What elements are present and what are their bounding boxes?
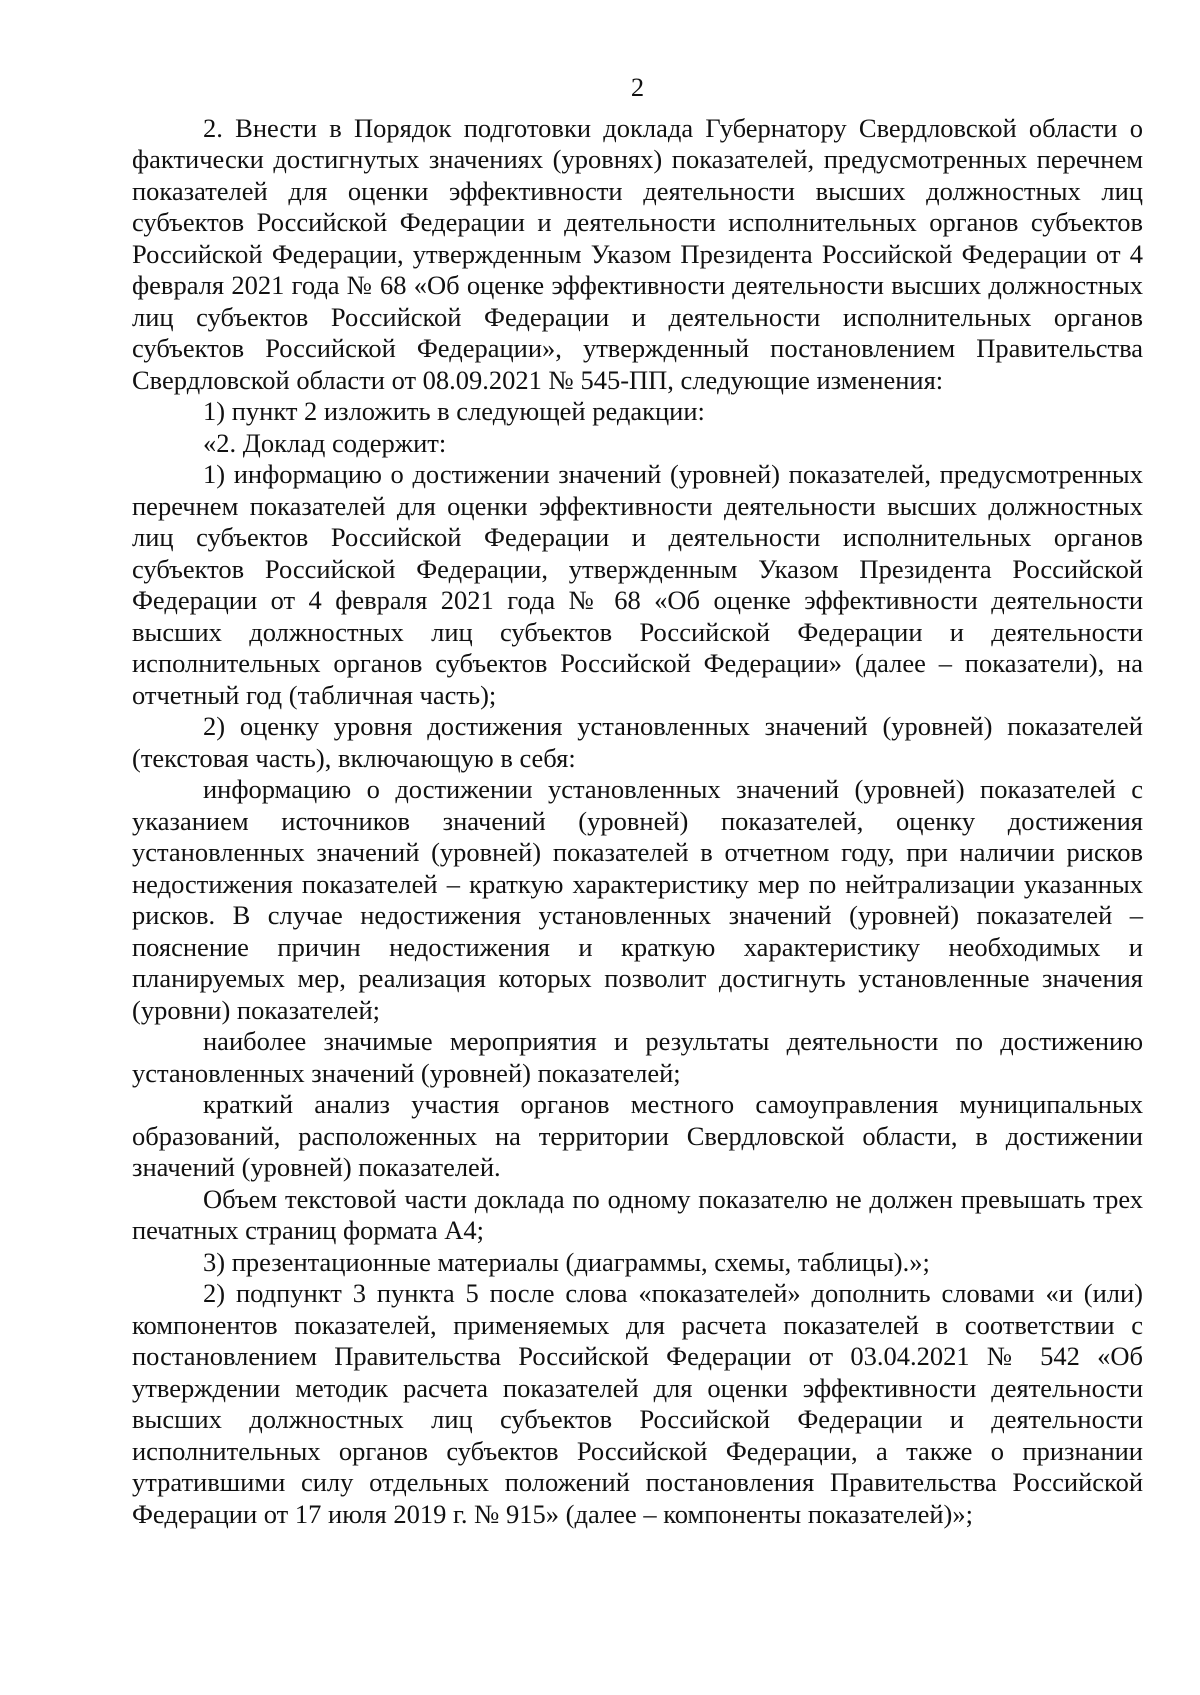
paragraph-amendment-intro: 2. Внести в Порядок подготовки доклада Губернатору Свердловской области о фактически достигнутых значениях (уровнях) показателей, предусмотренных перечнем показателей для оценки эффективности деятельности высших должностных лиц субъектов Российской Федерации и деятельности исполнительных органов субъектов Российской Федерации, утвержденным Указом Президента Российской Федерации от 4 февраля 2021 года № 68 «Об оценке эффективности деятельности высших должностных лиц субъектов Российской Федерации и деятельности исполнительных органов субъектов Российской Федерации», утвержденный постановлением Правительства Свердловской области от 08.09.2021 № 545-ПП, следующие изменения: — [132, 112, 1143, 395]
paragraph-contents-item-2: 2) оценку уровня достижения установленных значений (уровней) показателей (текстовая часть), включающую в себя: — [132, 711, 1143, 773]
paragraph-contents-item-1: 1) информацию о достижении значений (уровней) показателей, предусмотренных перечнем показателей для оценки эффективности деятельности высших должностных лиц субъектов Российской Федерации и деятельности исполнительных органов субъектов Российской Федерации, утвержденным Указом Президента Российской Федерации от 4 февраля 2021 года № 68 «Об оценке эффективности деятельности высших должностных лиц субъектов Российской Федерации и деятельности исполнительных органов субъектов Российской Федерации» (далее – показатели), на отчетный год (табличная часть); — [132, 459, 1143, 710]
paragraph-contents-item-3: 3) презентационные материалы (диаграммы, схемы, таблицы).»; — [203, 1246, 930, 1277]
paragraph-item-1: 1) пункт 2 изложить в следующей редакции: — [203, 396, 705, 426]
document-page — [132, 72, 1143, 1530]
paragraph-achievement-info: информацию о достижении установленных значений (уровней) показателей с указанием источников значений (уровней) показателей, оценку достижения установленных значений (уровней) показателей в отчетном году, при наличии рисков недостижения показателей – краткую характеристику мер по нейтрализации указанных рисков. В случае недостижения установленных значений (уровней) показателей – пояснение причин недостижения и краткую характеристику необходимых и планируемых мер, реализация которых позволит достигнуть установленные значения (уровни) показателей; — [132, 774, 1143, 1025]
paragraph-text-volume: Объем текстовой части доклада по одному показателю не должен превышать трех печатных страниц формата А4; — [132, 1183, 1143, 1245]
paragraph-report-contents: «2. Доклад содержит: — [203, 427, 447, 458]
paragraph-item-2: 2) подпункт 3 пункта 5 после слова «показателей» дополнить словами «и (или) компонентов показателей, применяемых для расчета показателей в соответствии с постановлением Правительства Российской Федерации от 03.04.2021 № 542 «Об утверждении методик расчета показателей для оценки эффективности деятельности высших должностных лиц субъектов Российской Федерации и деятельности исполнительных органов субъектов Российской Федерации, а также о признании утратившими силу отдельных положений постановления Правительства Российской Федерации от 17 июля 2019 г. № 915» (далее – компоненты показателей)»; — [132, 1278, 1143, 1529]
paragraph-significant-measures: наиболее значимые мероприятия и результаты деятельности по достижению установленных значений (уровней) показателей; — [132, 1026, 1143, 1088]
page-number: 2 — [630, 72, 645, 102]
paragraph-municipal-analysis: краткий анализ участия органов местного самоуправления муниципальных образований, расположенных на территории Свердловской области, в достижении значений (уровней) показателей. — [132, 1089, 1143, 1182]
